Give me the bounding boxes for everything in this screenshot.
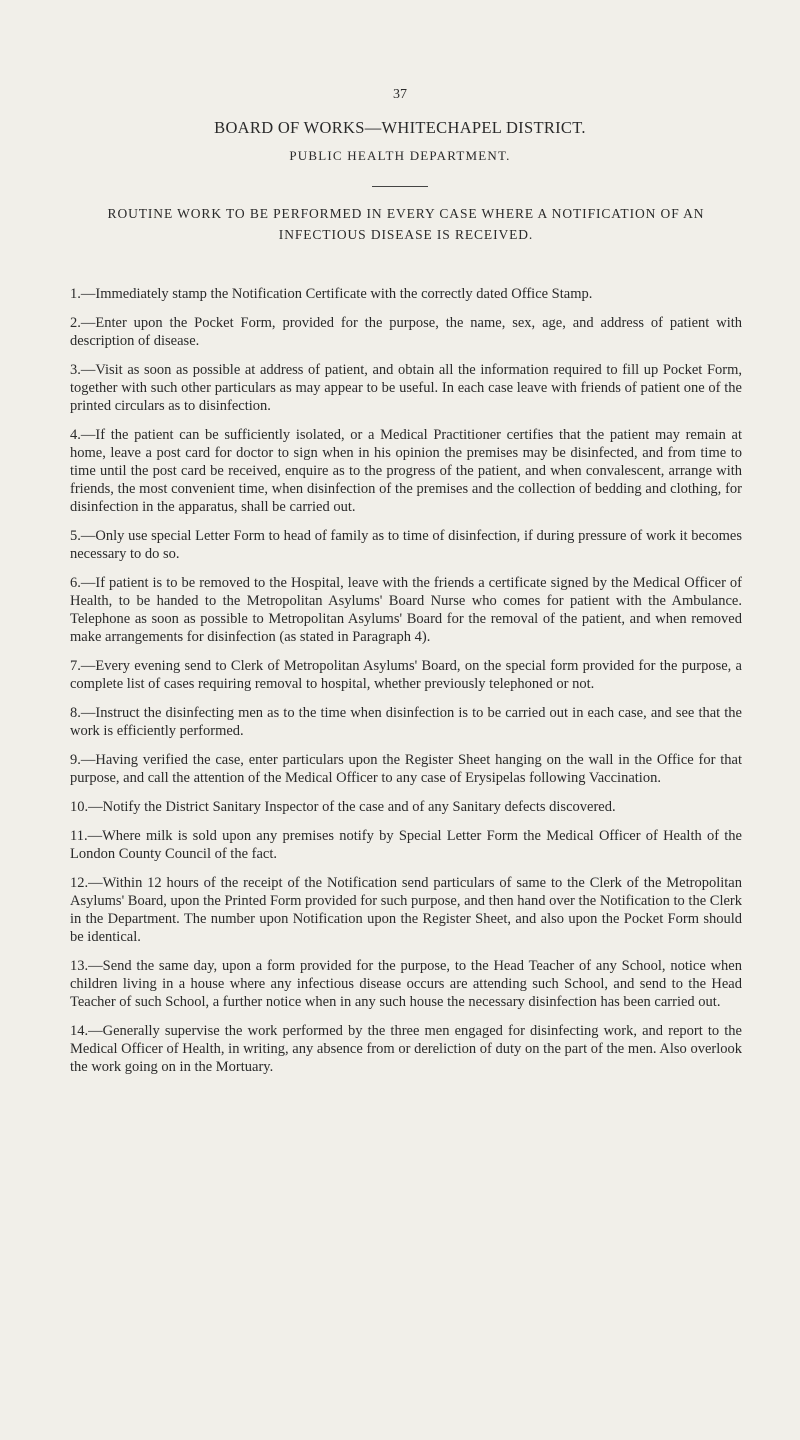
department-subheading: PUBLIC HEALTH DEPARTMENT. bbox=[289, 148, 511, 163]
list-item-9: 9.—Having verified the case, enter particulars upon the Register Sheet hanging on the wall in the Office for that purpose, and call the attention of the Medical Officer to any case of Erysipelas following Vaccination. bbox=[70, 752, 742, 786]
list-item-10: 10.—Notify the District Sanitary Inspector of the case and of any Sanitary defects discovered. bbox=[70, 799, 616, 815]
list-item-7: 7.—Every evening send to Clerk of Metropolitan Asylums' Board, on the special form provided for the purpose, a complete list of cases requiring removal to hospital, whether previously telephoned or not. bbox=[70, 658, 742, 692]
list-item-3: 3.—Visit as soon as possible at address of patient, and obtain all the information required to fill up Pocket Form, together with such other particulars as may appear to be useful. In each case leave with friends of patient one of the printed circulars as to disinfection. bbox=[70, 362, 742, 414]
list-item-6: 6.—If patient is to be removed to the Hospital, leave with the friends a certificate signed by the Medical Officer of Health, to be handed to the Metropolitan Asylums' Board Nurse who comes for patient with the Ambulance. Telephone as soon as possible to Metropolitan Asylums' Board for the removal of the patient, and when removed make arrangements for disinfection (as stated in Paragraph 4). bbox=[70, 575, 742, 645]
section-title: ROUTINE WORK TO BE PERFORMED IN EVERY CASE WHERE A NOTIFICATION OF AN INFECTIOUS DISEASE IS RECEIVED. bbox=[107, 206, 705, 242]
list-item-1: 1.—Immediately stamp the Notification Certificate with the correctly dated Office Stamp. bbox=[70, 286, 593, 302]
routine-work-list bbox=[70, 285, 742, 1087]
document-heading: BOARD OF WORKS—WHITECHAPEL DISTRICT. bbox=[214, 118, 586, 137]
list-item-5: 5.—Only use special Letter Form to head of family as to time of disinfection, if during pressure of work it becomes necessary to do so. bbox=[70, 528, 742, 562]
list-item-13: 13.—Send the same day, upon a form provided for the purpose, to the Head Teacher of any School, notice when children living in a house where any infectious disease occurs are attending such School, and send to the Head Teacher of such School, a further notice when in any such house the necessary disinfection has been carried out. bbox=[70, 958, 742, 1010]
list-item-11: 11.—Where milk is sold upon any premises notify by Special Letter Form the Medical Officer of Health of the London County Council of the fact. bbox=[70, 828, 742, 862]
list-item-8: 8.—Instruct the disinfecting men as to the time when disinfection is to be carried out in each case, and see that the work is efficiently performed. bbox=[70, 705, 742, 739]
list-item-4: 4.—If the patient can be sufficiently isolated, or a Medical Practitioner certifies that the patient may remain at home, leave a post card for doctor to sign when in his opinion the premises may be disinfected, and from time to time until the post card be received, enquire as to the progress of the patient, and when convalescent, arrange with friends, the most convenient time, when disinfection of the premises and the collection of bedding and clothing, for disinfection in the apparatus, shall be carried out. bbox=[70, 427, 742, 515]
list-item-14: 14.—Generally supervise the work performed by the three men engaged for disinfecting work, and report to the Medical Officer of Health, in writing, any absence from or dereliction of duty on the part of the men. Also overlook the work going on in the Mortuary. bbox=[70, 1023, 742, 1075]
page-number: 37 bbox=[393, 87, 407, 102]
list-item-2: 2.—Enter upon the Pocket Form, provided for the purpose, the name, sex, age, and address of patient with description of disease. bbox=[70, 315, 742, 349]
list-item-12: 12.—Within 12 hours of the receipt of the Notification send particulars of same to the Clerk of the Metropolitan Asylums' Board, upon the Printed Form provided for such purpose, and then hand over the Notification to the Clerk in the Department. The number upon Notification upon the Register Sheet, and also upon the Pocket Form should be identical. bbox=[70, 875, 742, 945]
separator-rule bbox=[372, 186, 428, 187]
